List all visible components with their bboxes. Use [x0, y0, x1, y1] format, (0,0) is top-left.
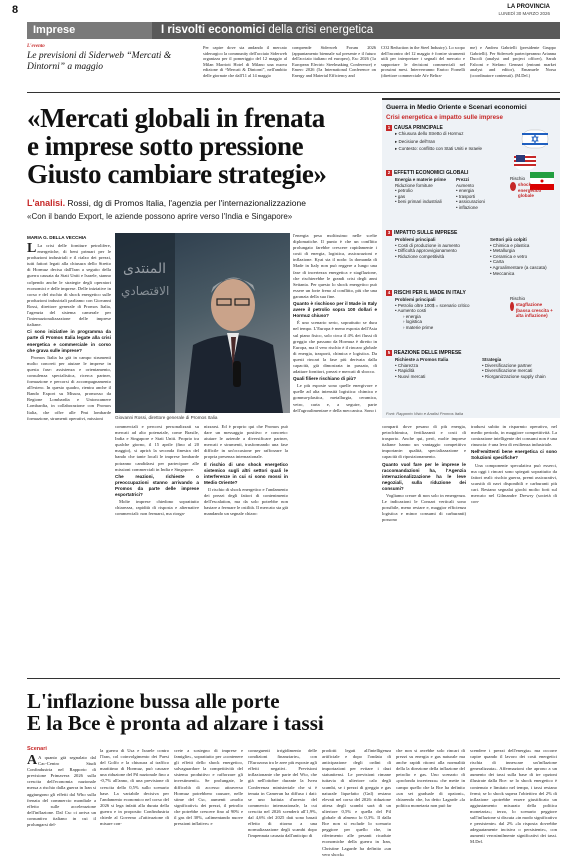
event-col-3: CO2 Reduction in the Steel Industry). Lo scopo dell'incontro del 12 maggio è fornire strumenti utili per interpretare i segnali del mercato e supportare le decisioni commerciali nel prossimi mesi. Interverranno Enrico Fornelli (direttore commerciale Afv Beltra- — [381, 45, 465, 78]
section-4-sub: Problemi principali — [395, 297, 436, 302]
section-5-right-head: Strategia — [482, 357, 502, 362]
section-1-number: 1 — [387, 125, 391, 130]
section-3-right-item: • Carta — [490, 259, 504, 265]
section-2-left-item: • petrolio — [395, 188, 413, 194]
section-5-number: 5 — [387, 350, 391, 355]
section-4-item: › energia — [403, 313, 421, 319]
section-headline-bold: I risvolti economici — [161, 24, 266, 36]
masthead: LA PROVINCIA — [507, 4, 550, 10]
main-headline-line-1: «Mercati globali in frenata — [27, 103, 325, 133]
infobox-section-4 — [386, 290, 556, 330]
main-headline-line-2: e imprese sotto pressione — [27, 131, 304, 161]
second-headline — [27, 690, 560, 734]
section-3-left-item: • Costi di produzione in aumento — [395, 242, 460, 248]
second-col-5: prodotti legati all'intelligenza artificiale e dopo l'ondata di anticipazione degli ordini di importazioni per evitare i dazi statunitensi. Le previsioni rimane tuttavia di ulteriore calo degli scambi, se i prezzi di greggio e gas naturale liquefatto (Gnl) restano elevati nel corso del 2026: riduzione attesa degli scambi sarà di un ulteriore 0,5% e quella del Pil globale di almeno lo 0,3%. Il dalla Bce non si esclude lo scenario peggiore per quello che, in riferimento alle pesanti ricadute economiche della guerra in Iran, Christine Lagarde ha definito «un vero shock» — [322, 748, 391, 857]
section-4-number: 4 — [387, 290, 391, 295]
section-5-title: REAZIONE DELLE IMPRESE — [394, 350, 462, 356]
col1-intro-text: La crisi delle forniture petrolifere, energetiche, di beni primari per le produzioni industriali e il rialzo dei prezzi, tutti fattori legati alla chiusura dello Stretto di Hormuz decisa dall'Iran a seguito della guerra causata da Stati Uniti e Israele, stanno colpendo anche le strategie degli operatori economici e delle imprese. Delle iniziative in corso e del rischio di shock energetico sulle produzioni industriali parliamo con Giovanni Rossi, direttore generale di Promos Italia, l'agenzia del sistema camerale per l'internazionalizzazione delle imprese italiane. — [27, 243, 111, 328]
main-col-5 — [382, 424, 466, 608]
second-col-1 — [27, 755, 96, 843]
standfirst — [27, 198, 387, 209]
infobox-subtitle: Crisi energetica e impatto sulle imprese — [386, 114, 503, 121]
section-5-left-item: • Nuovi mercati — [395, 373, 426, 379]
second-dropcap: A — [27, 753, 38, 768]
col3-answer-b: Il rischio di shock energetico e l'andamento dei prezzi degli fattori di contenimento dell'escalation, ma da solo potrebbe non bastare a fermare le ostilità. Il mercato sta già mandando un segnale chiaro: — [204, 486, 288, 517]
second-col-3: crete a sostegno di imprese e famiglie», soprattutto per «contenere gli effetti dello shock energetico, salvaguardare la competitività del sistema produttivo e rafforzare gli investimenti». Se prolungate, le difficoltà di accesso attraverso Hormuz potrebbero causare, nelle stime del Csc, aumenti «molto significativi» dei prezzi, il petrolio che potrebbe crescere fino al 90% e il gas del 30%, «alimentando nuove pressioni inflative» e — [174, 748, 243, 827]
section-2-title: EFFETTI ECONOMICI GLOBALI — [394, 170, 469, 176]
section-2-right-head: Prezzi — [456, 177, 470, 182]
event-col-2: comprende Siderweb Forum 2026 (appuntamento biennale sul presente e il futuro dell'acciaio italiano ed europeo), Esc 2026 (1a European Electric Steelmaking Conference) e Emerc 2026 (5a International Conference on Energy and Material Efficiency and — [292, 45, 376, 78]
svg-text:المنتدى: المنتدى — [123, 261, 167, 277]
infobox — [382, 98, 560, 418]
infobox-section-3 — [386, 230, 556, 276]
risk-alert-icon — [510, 302, 514, 311]
col6-question: Nell'emittenti bene energetica ci sono Soluzioni specifiche? — [471, 449, 557, 461]
israel-flag-icon — [522, 130, 548, 148]
page-number: 8 — [12, 4, 19, 16]
infobox-source: Font: Rapporto Visto e Analisi Promos Italia — [386, 411, 464, 416]
main-col-4 — [293, 233, 377, 608]
section-3-right-item: • Meccanica — [490, 270, 515, 276]
section-3-right-item: • Ceramica e vetro — [490, 253, 528, 259]
section-2-right-item: • trasporti — [456, 193, 476, 199]
section-1-item: ▸ Chiusura dello Stretto di Hormuz — [395, 131, 464, 136]
section-3-right-item: • Agroalimentare (a cascata) — [490, 264, 547, 270]
event-col-4: me) e Andrea Gabrielli (presidente Gruppo Gabrielli). Per Siderweb parteciperanno Arianna Ducoli (analyst and project officer), Sarah Falconi e Stefano Gennari (entrant market analyst and editor), Emanuele Norsa (coordinatore contenuti). (M.Del.) — [470, 45, 556, 78]
standfirst-quote: «Con il bando Export, le aziende possono aprire verso l'India e Singapore» — [27, 212, 293, 221]
col1-intro — [27, 243, 111, 328]
section-1-item: ▸ Contesto: conflitto con Stati Uniti e Israele — [395, 146, 483, 152]
section-4-item: • Petrolio oltre 100$ = scenario critico — [395, 302, 470, 308]
photo-illustration — [115, 233, 290, 413]
section-3-title: IMPATTO SULLE IMPRESE — [394, 230, 458, 236]
col4-question-2: Quali filiere rischiano di più? — [293, 376, 357, 382]
col1-answer: Promos Italia ha già in campo strumenti molto concreti per aiutare le imprese in questa fase: assistenza e orientamento, consulenza specialistica, ricerca partner, formazione e percorsi di accompagnamento all'estero. In questo quadro, rientra anche il Bando Export su Misura, promosso da Regione Lombardia e Unioncamere Lombardia, in collaborazione con Promos Italia, che offre alle Pmi lombarde formazione, strumenti operativi, missioni — [27, 354, 111, 421]
section-3-right-item: • Metallurgia — [490, 248, 515, 254]
section-4-item: • Aumento costi — [395, 308, 427, 314]
section-headline-light: della crisi energetica — [268, 24, 374, 36]
section-3-right-head: Settori più colpiti — [490, 237, 527, 242]
section-2-right-item: • energia — [456, 188, 474, 194]
photo-caption: Giovanni Rossi, direttore generale di Promos Italia — [115, 415, 218, 420]
col2-question: Che reazioni, richieste o preoccupazioni stanno arrivando a Promos da parte delle imprese esportatrici? — [115, 473, 199, 498]
col5-question: Quanto vuol fare per le imprese le raccomandazioni ha, l'Agenzia internazionalizzazione ha le leve negoziali, sulla riduzione dei consumi? — [382, 461, 466, 491]
second-article-divider — [27, 678, 560, 679]
section-2-left-item: • gas — [395, 193, 406, 199]
col2-answer-b: Molte imprese chiedono soprattutto chiarezza, rapidità di risposta e alternative commerciali: non fermarsi, ma riorga- — [115, 499, 199, 517]
section-2-risk-label: Rischio — [510, 176, 526, 181]
second-col-1-text: A quanto già segnalato dal Cac-Centro Studi Confindustria nel Rapporto di previsione Primavera 2026 sulla crescita dell'economia nazionale messa a rischio dalla guerra in Iran si aggiungono gli effetti dal Who sulla frenata del commercio mondiale a effetto sulle accelerazione dell'inflazione. Dal Csc ci arriva un consuntivo italiano in cui il prolungarsi del- — [27, 755, 96, 828]
section-3-left-head: Problemi principali — [395, 237, 436, 242]
section-3-right-item: • Chimica e plastica — [490, 242, 530, 248]
section-4-title: RISCHI PER IL MADE IN ITALY — [394, 290, 466, 296]
section-3-left-item: • Riduzione competitività — [395, 253, 445, 259]
section-2-risk: shock energetico globale — [517, 182, 542, 199]
main-col-6 — [471, 424, 557, 608]
section-4-risk-label: Rischio — [510, 296, 526, 301]
section-5-right-item: • Diversificazione partner — [482, 362, 532, 368]
section-2-right-item: • assicurazioni — [456, 199, 485, 205]
event-divider — [27, 92, 560, 93]
section-3-number: 3 — [387, 230, 391, 235]
second-col-6: che non si avrebbe solo rincari di prezzi su energia e gas naturale ma anche rapidi ritorni alla normalità della la direzione della inflazione del petrolio e gas. Uno scenario di «profonda incertezza» che mette in campo quello che la Bce ha definito «un set graduale di opzioni», chiarendo che, ha detto Lagarde «la politica monetaria non può far — [396, 748, 465, 808]
section-2-left-item: • beni primari industriali — [395, 199, 442, 205]
photo-rossi — [115, 233, 290, 413]
infobox-section-2 — [386, 170, 556, 210]
second-col-7: scendere i prezzi dell'energia» ma occorre capire quando il lavoro dei costi energetici rischia di innescare un'inflazione generalizzata». Affermazioni che aprono a un aumento dei tassi sulla base di tre opzioni illustrate dalla Bce: se lo shock energetico è contenuto e limitato nel tempo, i tassi restano fermi; se lo shock supera l'obiettivo del 2% di inflazione «potrebbe essere giustificato un aggiustamento misurato della politica monetaria»; terzo, lo scenario peggiore sull'inflazione si discuta «in modo significativo e persistente» dal 2% «la risposta dovrebbe adeguatamente incisiva o persistente», con aumenti verosimilmente significativi dei tassi. M.Del. — [470, 748, 557, 845]
col3-question: Il rischio di uno shock energetico sistemico sugli altri settori quali le interferenze in cui si sono mossi in Medio Oriente? — [204, 461, 288, 485]
svg-text:الاقتصادي: الاقتصادي — [121, 284, 170, 298]
second-headline-line-1: L'inflazione bussa alle porte — [27, 689, 280, 713]
event-kicker: L'evento — [27, 44, 45, 49]
col2-answer: commerciali e percorsi personalizzati su mercati ad alto potenziale, come Brasile, India e Singapore e Stati Uniti. Proprio tra qualche giorno, il 15 aprile (fino al 20 maggio), si aprirà la seconda finestra del bando che tante locali le imprese lombarde potranno candidarsi per partecipare alle missioni commerciali in India e Singapore. — [115, 424, 199, 472]
section-3-left-item: • Difficoltà approvvigionamento — [395, 248, 457, 254]
main-headline-line-3: Giusto cambiare strategie» — [27, 159, 327, 189]
section-bar — [27, 22, 560, 39]
second-col-4: conseguenti irrigidimento delle condizioni finanziarie», con l'Eurozona tra le aree più esposte agli effetti negativi. Previsioni inflazionante che parte del Wto, che già nell'ottobre durante la Ivrea Conferenza ministeriale che si è tenuta in Camerun ha diffuso i dati: se uno battuta d'arresto del commercio internazionale, la cui crescita nel 2026 scenderà all'1,9%, dal 4,6% del 2025 dati sono basati effetto di ritorno a una normalizzazione degli scambi dopo l'impennata causata dall'anticipo di — [248, 748, 317, 839]
risk-alert-icon — [510, 182, 516, 191]
col4-question: Quanto è rischioso per il Made in Italy avere il petrolio sopra 100 dollari e Hormuz chiuso? — [293, 301, 377, 319]
section-headline — [161, 22, 373, 39]
infobox-title: Guerra in Medio Oriente e Scenari economici — [386, 104, 527, 111]
event-col-1: Per capire dove sta andando il mercato siderurgico la community dell'acciaio Siderweb organizza per il pomeriggio del 12 maggio al Milan Marriott Hotel di Milano una nuova edizione di “Mercati & Dintorni”, nell'ambito delle giornate che dall'11 al 14 maggio — [203, 45, 287, 78]
infobox-section-5 — [386, 350, 556, 379]
event-title: Le previsioni di Siderweb “Mercati & Dintorni” a maggio — [27, 51, 172, 72]
section-2-number: 2 — [387, 170, 391, 175]
col4-answer-c: Le più esposte sono quelle energivore e quelle ad alta intensità logistica: chimica e gomma-plastica, metallurgia, ceramica, vetro, carta e, a seguire, parte dell'agroalimentare e della meccanica. Sono i — [293, 383, 377, 413]
section-5-right-item: • Diversificazione mercati — [482, 368, 533, 374]
section-2-right-sub: Aumento — [456, 182, 475, 188]
section-1-title: CAUSA PRINCIPALE — [394, 125, 443, 131]
section-4-item: › materie prime — [403, 324, 434, 330]
page-date: LUNEDÌ 30 MARZO 2026 — [498, 11, 550, 16]
col6-answer-b: Una componente speculativa può esserci, ma oggi i rincari sono spiegati soprattutto da fattori reali: rischio guerra, premi assicurativi, scarsità di navi disponibili e carburanti più cari. Restano segnalai giochi molto forti sul mercato nel Gilmandre Drewry (società di con- — [471, 462, 557, 505]
second-kicker: Scenari — [27, 746, 47, 752]
col6-answer: tradursi subito in risparmio operativo, nel medio periodo, in maggiore competitività. La contrazione intelligente dei consumi non è una rinuncia: è una leva di resilienza industriale. — [471, 424, 557, 448]
section-5-left-head: Richieste a Promos Italia — [395, 357, 449, 362]
main-col-2 — [115, 424, 199, 608]
section-1-item: ▸ Decisione dell'Iran — [395, 138, 436, 144]
main-col-3 — [204, 424, 288, 608]
section-tag: Imprese — [27, 22, 152, 39]
col3-answer: nizzarsi. Ed è proprio qui che Promos può dare un messaggio positivo e concreto: aiutare le aziende a diversificare partner, mercati e strumenti, trasformando una fase difficile in un'occasione per rafforzare la propria presenza internazionale. — [204, 424, 288, 460]
section-5-left-item: • Chiarezza — [395, 362, 419, 368]
section-2-left-sub: Riduzione forniture — [395, 182, 433, 188]
col5-answer-b: Vogliamo creare di non solo in emergenza. Le indicazioni le Consart verticali sono possibile, meno restare e, maggior efficienza logistica e minor consumi di carburanti) possono — [382, 493, 466, 523]
col4-answer-b: È uno scenario serio, soprattutto se dura nel tempo. L'Europa è meno esposta dell'Asia sul piano fisico, solo circa il 4% dei flussi di greggio che passano da Hormuz è diretto in Europa, ma il vero rischio è il rincaro globale di energia, trasporti, chimica e logistica. Da questi rincari la fase più derivata dalla capacità, già dimostrata in passato, di adattare fornitori, prezzi e mercati di sbocco. — [293, 320, 377, 375]
main-col-1 — [27, 243, 111, 608]
section-5-left-item: • Rapidità — [395, 368, 415, 374]
col1-question: Ci sono iniziative in programma da parte di Promos Italia legate alla crisi energetica e commerciale in corso che grava sulle imprese? — [27, 329, 111, 353]
section-5-right-item: • Riorganizzazione supply chain — [482, 373, 546, 379]
usa-flag-icon — [514, 154, 536, 170]
second-col-2: la guerra di Usa e Israele contro l'Iran, col coinvolgimento dei Paesi del Golfo e la chiusura al traffico marittimo di Hormuz, può causare una riduzione del Pil nazionale fino a -0,7% all'anno, di una previsione di crescita dello 0,5% sullo scenario base. La variabile decisiva per l'andamento economico nel corso del 2026 si lega infatti alla durata della guerra e in proposito Confindustria chiede al Governo «l'attivazione di misure con- — [100, 748, 169, 827]
standfirst-label: L'analisi. — [27, 198, 66, 208]
infobox-section-1 — [386, 125, 511, 152]
section-2-right-item: • inflazione — [456, 204, 478, 210]
section-2-left-head: Energia e materie prime — [395, 177, 447, 182]
section-4-risk: stagflazione (bassa crescita + alta inflazione) — [515, 302, 553, 319]
main-headline — [27, 104, 387, 188]
second-headline-line-2: E la Bce è pronta ad alzare i tassi — [27, 711, 324, 735]
col4-answer: l'energia pesa moltissimo nelle scelte diplomatiche. Il punto è che un conflitto prolungato farebbe crescere rapidamente i costi di energia, logistica, assicurazioni e inflazione. Kyai sta il nodo: la domanda di Made in Italy non può reggere a lungo una fase di incertezza energetica e stagflazione, che rischierebbe le grandi crisi degli anni Settanta. Per questo lo shock energetico può essere un forte freno al conflitto, più che una garanzia della sua fine. — [293, 233, 377, 299]
dropcap: L — [27, 241, 37, 256]
col5-answer: comparti dove pesano di più energia, petrolchimica, fertilizzanti e costi di trasporto. Anche qui, però, molte imprese italiane hanno un vantaggio competitivo importante: qualità, specializzazione e capacità di riposizionamento. — [382, 424, 466, 460]
section-4-item: › logistica — [403, 319, 423, 325]
byline: MARIA G. DELLA VECCHIA — [27, 235, 87, 240]
standfirst-text: Rossi, dg di Promos Italia, l'agenzia per l'internazionalizzazione — [67, 198, 306, 208]
